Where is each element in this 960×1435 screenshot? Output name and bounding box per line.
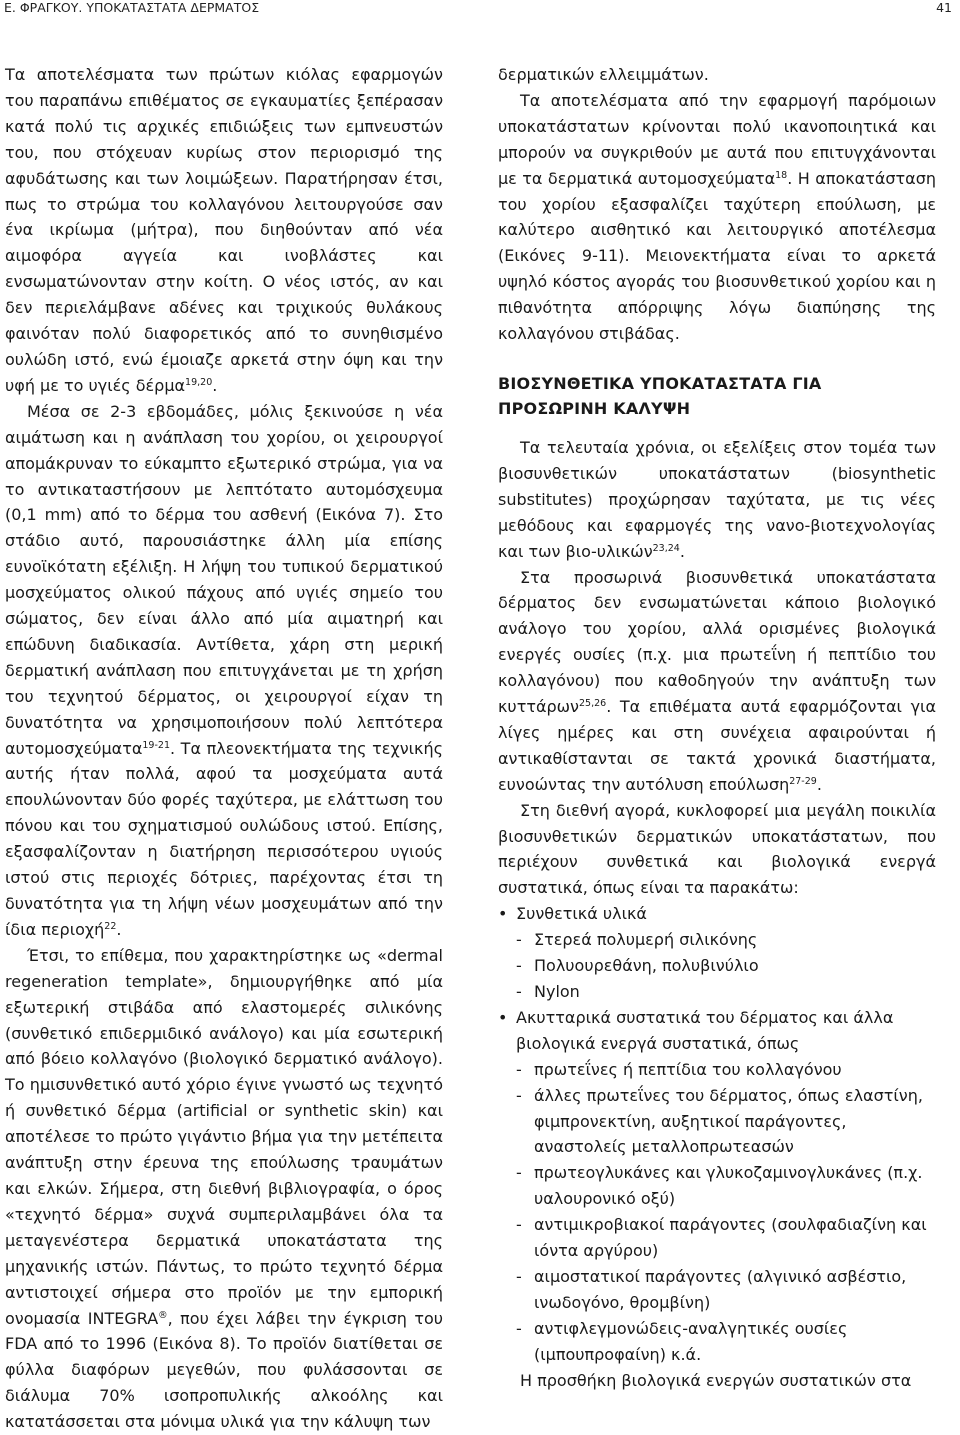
sub-list-item-label: Πολυουρεθάνη, πολυβινύλιο — [534, 956, 759, 976]
dash-icon: - — [516, 982, 522, 1001]
sub-list-item-label: αιμοστατικοί παράγοντες (αλγινικό ασβέστιο, ινωδογόνο, θρομβίνη) — [534, 1266, 907, 1312]
sub-list-item-label: άλλες πρωτεΐνες του δέρματος, όπως ελαστίνη, φιμπρονεκτίνη, αυξητικοί παράγοντες, αναστολείς μεταλλοπρωτεασών — [534, 1085, 923, 1157]
citation: 25,26 — [579, 698, 607, 710]
paragraph-text: Τα αποτελέσματα των πρώτων κιόλας εφαρμογών του παραπάνω επιθέματος σε εγκαυματίες ξεπέρασαν κατά πολύ τις αρχικές επιδιώξεις των εμπνευστών του, που στόχευαν κυρίως στον περιορισμό της αφυδάτωσης και των λοιμώξεων. Παρατήρησαν έτσι, πως το στρώμα του κολλαγόνου λειτουργούσε σαν ένα ικρίωμα (μήτρα), που διηθούνταν από νέα αιμοφόρα αγγεία και ινοβλάστες και ενσωματώνονταν στην κοίτη. Ο νέος ιστός, αν και δεν περιελάμβανε αδένες και τριχικούς θυλάκους φαινόταν πολύ διαφορετικός από το συνηθισμένο ουλώδη ιστό, ενώ έμοιαζε αρκετά στην όψη και την υφή με το υγιές δέρμα — [5, 65, 443, 395]
sub-list-item-label: αντιμικροβιακοί παράγοντες (σουλφαδιαζίνη και ιόντα αργύρου) — [534, 1215, 927, 1261]
dash-icon: - — [516, 1085, 522, 1105]
paragraph-text: Μέσα σε 2-3 εβδομάδες, μόλις ξεκινούσε η νέα αιμάτωση και η ανάπλαση του χορίου, οι χειρουργοί απομάκρυναν το εύκαμπτο εξωτερικό στρώμα, για να το αντικαταστήσουν με λεπτότατο αυτομόσχευμα (0,1 mm) από το δέρμα του ασθενή (Εικόνα 7). Στο στάδιο αυτό, παρουσιάστηκε άλλη μία επίσης ευνοϊκότατη εξέλιξη. Η λήψη του τυπικού δερματικού μοσχεύματος ολικού πάχους από υγιές σημείο του σώματος, δεν είναι άλλο από μία αιματηρή και επώδυνη διαδικασία. Αντίθετα, χάρη στη μερική δερματική ανάπλαση που επιτυγχάνεται με τη χρήση του τεχνητού δέρματος, οι χειρουργοί είχαν τη δυνατότητα να χρησιμοποιήσουν πολύ λεπτότερα αυτομοσχεύματα — [5, 401, 443, 758]
paragraph — [498, 62, 936, 88]
paragraph-text: . Η αποκατάσταση του χορίου εξασφαλίζει ταχύτερη επούλωση, με καλύτερο αισθητικό και λειτουργικό αποτέλεσμα (Εικόνες 9-11). Μειονεκτήματα είναι το αρκετά υψηλό κόστος αγοράς του βιοσυνθετικού χορίου και η πιθανότητα απόρριψης λόγω διαπύησης της κολλαγόνου στιβάδας. — [498, 168, 937, 344]
sub-list-item — [516, 927, 936, 953]
paragraph-text: δερματικών ελλειμμάτων. — [498, 65, 709, 84]
sub-list-item-label: αντιφλεγμονώδεις-αναλγητικές ουσίες (ιμπουπροφαίνη) κ.ά. — [534, 1318, 848, 1364]
paragraph — [498, 1368, 936, 1394]
citation: 27-29 — [789, 775, 817, 787]
sub-list-item-label: Nylon — [534, 982, 580, 1001]
paragraph-text: Η προσθήκη βιολογικά ενεργών συστατικών στα — [520, 1370, 912, 1390]
paragraph-text: Στη διεθνή αγορά, κυκλοφορεί μια μεγάλη ποικιλία βιοσυνθετικών δερματικών υποκατάστατων, που περιέχουν συνθετικά και βιολογικά ενεργά συστατικά, όπως είναι τα παρακάτω: — [498, 800, 936, 898]
citation: 22 — [104, 920, 117, 932]
right-column — [498, 62, 936, 1394]
sub-list-item — [516, 1057, 936, 1083]
paragraph — [498, 88, 936, 347]
paragraph-text: Στα προσωρινά βιοσυνθετικά υποκατάστατα δέρματος δεν ενσωματώνεται κάποιο βιολογικό ανάλογο του χορίου, αλλά ορισμένες βιολογικά ενεργές ουσίες (π.χ. μια πρωτεΐνη ή πεπτίδιο του κολλαγόνου) που καθοδηγούν την ανάπτυξη των κυττάρων — [498, 567, 936, 717]
list-item — [498, 901, 936, 1005]
citation: 19,20 — [185, 376, 213, 388]
sub-list-item-label: πρωτεογλυκάνες και γλυκοζαμινογλυκάνες (π.χ. υαλουρονικό οξύ) — [534, 1163, 923, 1209]
citation: 18 — [775, 169, 788, 181]
paragraph-text: . — [212, 375, 218, 395]
page-number: 41 — [936, 0, 952, 15]
sub-list-item-label: πρωτεΐνες ή πεπτίδια του κολλαγόνου — [534, 1059, 842, 1079]
list-item — [498, 1005, 936, 1368]
sub-list — [516, 1057, 936, 1368]
bullet-list — [498, 901, 936, 1367]
sub-list-item — [516, 1264, 936, 1316]
sub-list-item-label: Στερεά πολυμερή σιλικόνης — [534, 930, 758, 950]
sub-list-item — [516, 1083, 936, 1161]
list-item-label: Συνθετικά υλικά — [516, 904, 647, 924]
dash-icon: - — [516, 1266, 522, 1286]
paragraph-text: Έτσι, το επίθεμα, που χαρακτηρίστηκε ως «dermal regeneration template», δημιουργήθηκε από μία εξωτερική στιβάδα από ελαστομερές σιλικόνης (συνθετικό επιδερμιδικό ανάλογο) και μία εσωτερική από βόειο κολλαγόνο (βιολογικό δερματικό ανάλογο). Το ημισυνθετικό αυτό χόριο έγινε γνωστό ως τεχνητό ή συνθετικό δέρμα (artificial or synthetic skin) και αποτέλεσε το πρώτο γιγάντιο βήμα για την μετέπειτα ανάπτυξη στην έρευνα της επούλωσης τραυμάτων και ελκών. Σήμερα, στη διεθνή βιβλιογραφία, ο όρος «τεχνητό δέρμα» συχνά συμπεριλαμβάνει όλα τα μεταγενέστερα δερματικά υποκατάστατα της μηχανικής ιστών. Πάντως, το πρώτο τεχνητό δέρμα αντιστοιχεί σήμερα στο προϊόν με την εμπορική ονομασία INTEGRA — [5, 945, 443, 1328]
paragraph-text: . Τα πλεονεκτήματα της τεχνικής αυτής ήταν πολλά, αφού τα μοσχεύματα αυτά επουλώνονταν δύο φορές ταχύτερα, με ελάττωση του πόνου και του σχηματισμού ουλώδους ιστού. Επίσης, εξασφαλίζονταν η διατήρηση περισσότερου υγιούς ιστού στις περιοχές δότριες, παρέχοντας έτσι τη δυνατότητα για τη λήψη νέων μοσχευμάτων από την ίδια περιοχή — [5, 738, 443, 939]
dash-icon: - — [516, 930, 522, 950]
paragraph — [5, 399, 443, 943]
bullet-icon: • — [498, 1007, 508, 1027]
sub-list-item — [516, 953, 936, 979]
list-item-label: Ακυτταρικά συστατικά του δέρματος και άλλα βιολογικά ενεργά συστατικά, όπως — [516, 1007, 894, 1053]
citation: 19-21 — [142, 739, 170, 751]
paragraph — [498, 565, 936, 798]
paragraph-text: . — [816, 774, 822, 794]
sub-list-item — [516, 1160, 936, 1212]
dash-icon: - — [516, 1059, 522, 1079]
dash-icon: - — [516, 1215, 522, 1235]
paragraph-text: Τα αποτελέσματα από την εφαρμογή παρόμοιων υποκατάστατων κρίνονται πολύ ικανοποιητικά και μπορούν να συγκριθούν με αυτά που επιτυγχάνονται με τα δερματικά αυτομοσχεύματα — [498, 90, 936, 188]
paragraph — [498, 798, 936, 902]
paragraph — [5, 62, 443, 399]
paragraph-text: . Τα επιθέματα αυτά εφαρμόζονται για λίγες ημέρες και στη συνέχεια αφαιρούνται ή αντικαθίστανται σε τακτά χρονικά διαστήματα, ευνοώντας την αυτόλυση επούλωση — [498, 697, 936, 794]
paragraph — [498, 435, 936, 565]
bullet-icon: • — [498, 904, 508, 924]
paragraph — [5, 943, 443, 1435]
citation: 23,24 — [652, 542, 680, 554]
sub-list-item — [516, 979, 936, 1005]
section-heading: ΒΙΟΣΥΝΘΕΤΙΚΑ ΥΠΟΚΑΤΑΣΤΑΤΑ ΓΙΑ ΠΡΟΣΩΡΙΝΗ ΚΑΛΥΨΗ — [498, 373, 822, 418]
registered-mark: ® — [158, 1309, 168, 1321]
paragraph-text: . — [116, 919, 122, 939]
paragraph-text: Τα τελευταία χρόνια, οι εξελίξεις στον τομέα των βιοσυνθετικών υποκατάστατων (biosynthetic substitutes) προχώρησαν ταχύτατα, με τις νέες μεθόδους και εφαρμογές της νανο-βιοτεχνολογίας και των βιο-υλικών — [498, 437, 936, 561]
running-head: E. ΦΡΑΓΚΟΥ. ΥΠΟΚΑΤΑΣΤΑΤΑ ΔΕΡΜΑΤΟΣ — [4, 0, 260, 15]
sub-list — [516, 927, 936, 1005]
dash-icon: - — [516, 1163, 522, 1183]
dash-icon: - — [516, 956, 522, 976]
dash-icon: - — [516, 1318, 522, 1338]
paragraph-text: . — [679, 541, 685, 561]
paragraph-text: , που έχει λάβει την έγκριση του FDA από το 1996 (Εικόνα 8). Το προϊόν διατίθεται σε φύλλα διαφόρων μεγεθών, που φυλάσσονται σε διάλυμα 70% ισοπροπυλικής αλκοόλης και κατατάσσεται στα μόνιμα υλικά για την κάλυψη των — [5, 1308, 444, 1432]
sub-list-item — [516, 1212, 936, 1264]
left-column — [5, 62, 443, 1435]
